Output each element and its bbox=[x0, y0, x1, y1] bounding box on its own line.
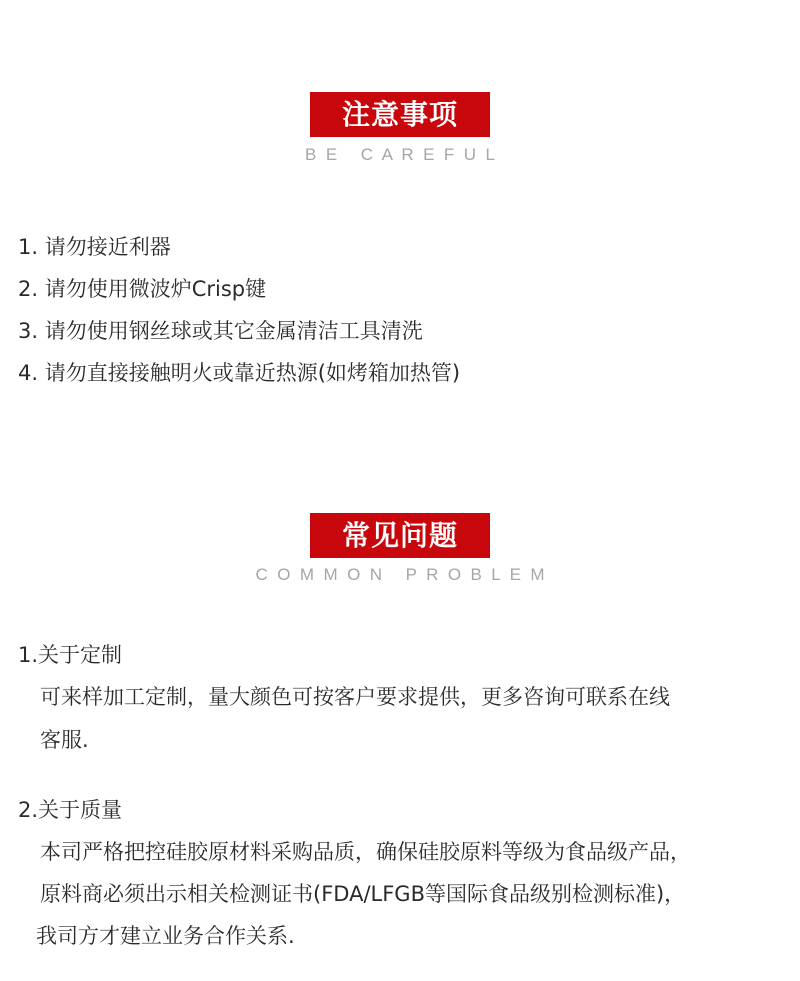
faq-q2-heading: 2.关于质量 bbox=[18, 798, 123, 822]
faq-q2-line-1: 本司严格把控硅胶原材料采购品质，确保硅胶原料等级为食品级产品， bbox=[40, 840, 691, 864]
notice-item-4: 4. 请勿直接接触明火或靠近热源(如烤箱加热管) bbox=[18, 361, 461, 385]
faq-subtitle: C O M M O N P R O B L E M bbox=[255, 565, 545, 584]
faq-q2-line-3: 我司方才建立业务合作关系. bbox=[36, 924, 295, 948]
notice-item-2: 2. 请勿使用微波炉Crisp键 bbox=[18, 277, 267, 301]
faq-q1-line-1: 可来样加工定制，量大颜色可按客户要求提供，更多咨询可联系在线 bbox=[40, 685, 670, 709]
notice-item-3: 3. 请勿使用钢丝球或其它金属清洁工具清洗 bbox=[18, 319, 423, 343]
faq-q1-line-2: 客服. bbox=[40, 728, 89, 752]
faq-q2-line-2: 原料商必须出示相关检测证书(FDA/LFGB等国际食品级别检测标准)， bbox=[40, 882, 686, 906]
notice-item-1: 1. 请勿接近利器 bbox=[18, 235, 171, 259]
faq-title-banner: 常见问题 bbox=[310, 513, 490, 558]
faq-q1-heading: 1.关于定制 bbox=[18, 643, 123, 667]
notice-title-banner: 注意事项 bbox=[310, 92, 490, 137]
notice-subtitle: B E C A R E F U L bbox=[305, 145, 495, 164]
